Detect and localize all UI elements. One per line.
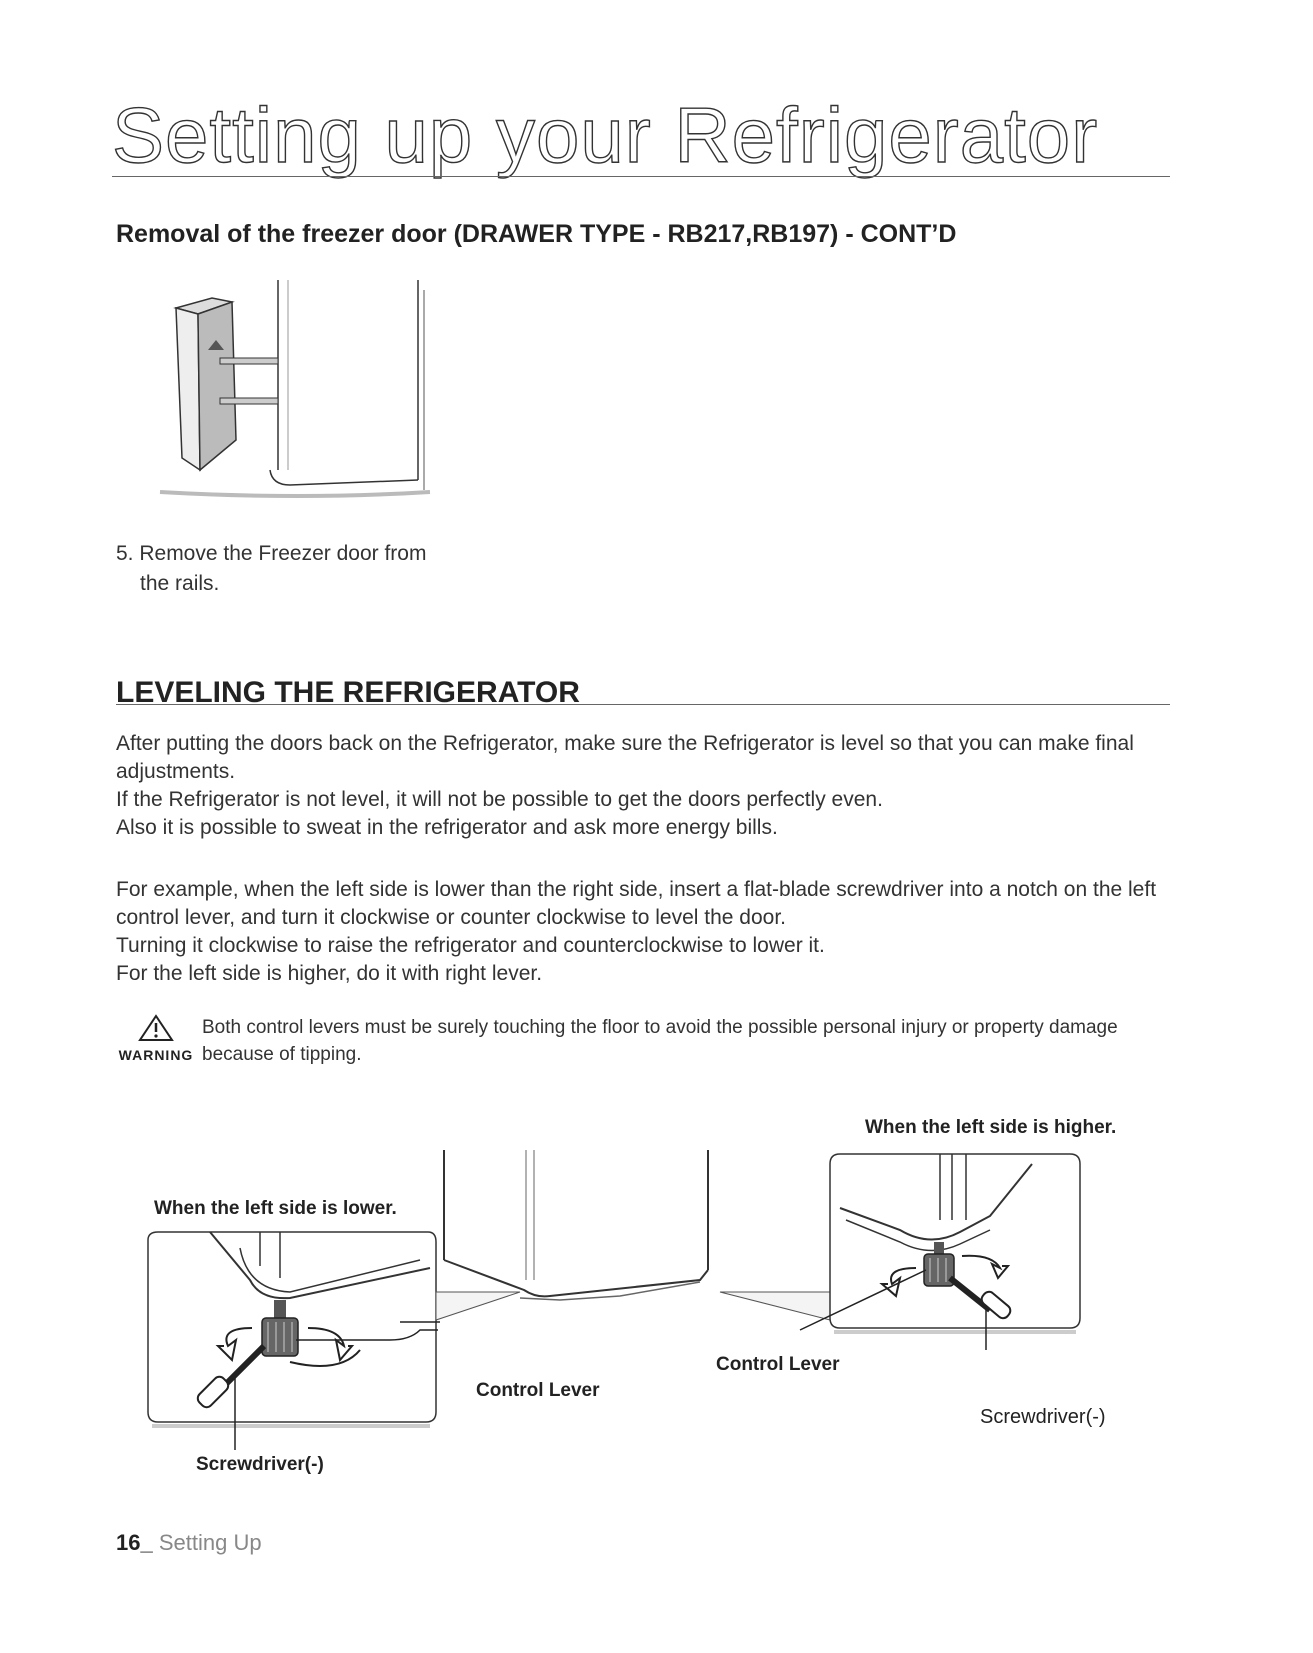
page-footer [116, 1530, 262, 1556]
leveling-heading: LEVELING THE REFRIGERATOR [116, 676, 580, 709]
leveling-p1-line-2: If the Refrigerator is not level, it will not be possible to get the doors perfectly even. [116, 788, 883, 811]
freezer-door-illustration [160, 280, 450, 530]
warning-text: Both control levers must be surely touching the floor to avoid the possible personal injury or property damage because of tipping. [202, 1017, 1118, 1065]
leveling-paragraph-2 [116, 876, 1176, 988]
section-subheading: Removal of the freezer door (DRAWER TYPE - RB217,RB197) - CONT’D [116, 220, 957, 248]
left-caption: When the left side is lower. [154, 1198, 397, 1219]
step-5-text [116, 539, 426, 599]
right-inset-frame [830, 1154, 1080, 1328]
left-control-lever [262, 1318, 298, 1356]
page-title: Setting up your Refrigerator [112, 91, 1099, 179]
control-lever-label-right: Control Lever [716, 1354, 840, 1375]
leveling-p2-line-2: Turning it clockwise to raise the refrigerator and counterclockwise to lower it. [116, 934, 825, 957]
leveling-paragraph-1 [116, 730, 1176, 842]
footer-section: Setting Up [158, 1530, 262, 1555]
right-caption: When the left side is higher. [865, 1117, 1117, 1138]
title-rule [112, 176, 1170, 177]
leveling-p1-line-1: After putting the doors back on the Refrigerator, make sure the Refrigerator is level so that you can make final adjustments. [116, 732, 1134, 783]
warning-label: WARNING [118, 1047, 194, 1063]
page-number: 16_ [116, 1530, 153, 1555]
warning-icon [116, 1014, 196, 1063]
warning-triangle-icon [138, 1014, 174, 1042]
screwdriver-label-left: Screwdriver(-) [196, 1454, 324, 1475]
leveling-p2-line-3: For the left side is higher, do it with right lever. [116, 962, 543, 985]
leveling-p1-line-3: Also it is possible to sweat in the refrigerator and ask more energy bills. [116, 816, 778, 839]
control-lever-label-left: Control Lever [476, 1380, 600, 1401]
step-5-line-2: the rails. [140, 572, 220, 595]
leveling-p2-line-1: For example, when the left side is lower than the right side, insert a flat-blade screwdriver into a notch on the left control lever, and turn it clockwise or counter clockwise to level the door. [116, 878, 1157, 929]
section-rule [116, 704, 1170, 705]
step-5-line-1: 5. Remove the Freezer door from [116, 542, 427, 565]
screwdriver-label-right: Screwdriver(-) [980, 1406, 1106, 1428]
